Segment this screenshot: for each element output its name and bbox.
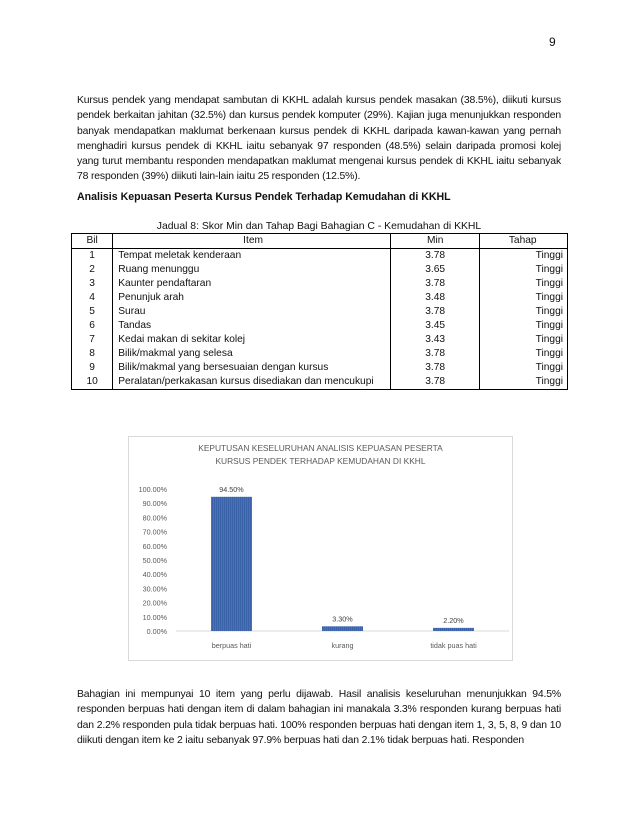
satisfaction-bar-chart [128, 436, 513, 661]
y-tick-label: 100.00% [138, 485, 167, 494]
row-tahap: Tinggi [480, 361, 568, 375]
row-min: 3.78 [390, 347, 480, 361]
row-tahap: Tinggi [480, 333, 568, 347]
row-tahap: Tinggi [480, 347, 568, 361]
y-tick-label: 90.00% [142, 499, 167, 509]
chart-bar [322, 626, 363, 631]
y-tick-label: 50.00% [142, 556, 167, 565]
row-item: Tandas [113, 319, 391, 333]
page-number: 9 [549, 35, 556, 49]
table-header-row [72, 234, 568, 249]
y-tick-label: 80.00% [142, 513, 167, 523]
y-tick-label: 0.00% [146, 627, 167, 636]
row-tahap: Tinggi [480, 249, 568, 264]
row-item: Ruang menunggu [113, 263, 391, 277]
y-tick-label: 70.00% [142, 527, 167, 537]
x-category-label: berpuas hati [211, 641, 252, 650]
row-bil: 10 [72, 375, 113, 390]
row-item: Bilik/makmal yang selesa [113, 347, 391, 361]
header-min: Min [390, 234, 480, 249]
x-category-label: kurang [331, 641, 354, 650]
table-row [72, 333, 568, 347]
table-row [72, 263, 568, 277]
row-item: Penunjuk arah [113, 291, 391, 305]
row-bil: 2 [72, 263, 113, 277]
row-item: Tempat meletak kenderaan [113, 249, 391, 264]
row-bil: 5 [72, 305, 113, 319]
row-item: Surau [113, 305, 391, 319]
row-tahap: Tinggi [480, 263, 568, 277]
chart-title-line1: KEPUTUSAN KESELURUHAN ANALISIS KEPUASAN PESERTA [198, 443, 443, 453]
row-bil: 7 [72, 333, 113, 347]
chart-plot [129, 437, 512, 660]
bar-data-label: 3.30% [332, 614, 353, 624]
bar-data-label: 2.20% [443, 615, 464, 625]
header-tahap: Tahap [480, 234, 568, 249]
row-bil: 9 [72, 361, 113, 375]
row-bil: 1 [72, 249, 113, 264]
y-tick-label: 60.00% [142, 541, 167, 551]
row-min: 3.78 [390, 361, 480, 375]
section-heading: Analisis Kepuasan Peserta Kursus Pendek Terhadap Kemudahan di KKHL [77, 191, 451, 203]
row-tahap: Tinggi [480, 305, 568, 319]
row-item: Peralatan/perkakasan kursus disediakan dan mencukupi [113, 375, 391, 390]
row-min: 3.78 [390, 277, 480, 291]
row-min: 3.65 [390, 263, 480, 277]
row-min: 3.45 [390, 319, 480, 333]
y-tick-label: 20.00% [142, 598, 167, 608]
row-item: Kedai makan di sekitar kolej [113, 333, 391, 347]
table-row [72, 249, 568, 264]
table-row [72, 305, 568, 319]
row-tahap: Tinggi [480, 319, 568, 333]
row-tahap: Tinggi [480, 375, 568, 390]
table-row [72, 319, 568, 333]
row-min: 3.78 [390, 305, 480, 319]
row-item: Bilik/makmal yang bersesuaian dengan kursus [113, 361, 391, 375]
chart-bar [211, 497, 252, 631]
row-tahap: Tinggi [480, 277, 568, 291]
header-bil: Bil [72, 234, 113, 249]
row-bil: 3 [72, 277, 113, 291]
row-tahap: Tinggi [480, 291, 568, 305]
x-category-label: tidak puas hati [430, 641, 477, 650]
row-item: Kaunter pendaftaran [113, 277, 391, 291]
row-min: 3.43 [390, 333, 480, 347]
row-bil: 6 [72, 319, 113, 333]
row-bil: 4 [72, 291, 113, 305]
table-caption: Jadual 8: Skor Min dan Tahap Bagi Bahagian C - Kemudahan di KKHL [156, 221, 482, 232]
summary-paragraph: Bahagian ini mempunyai 10 item yang perlu dijawab. Hasil analisis keseluruhan menunjukkan 94.5% responden berpuas hati dengan item di dalam bahagian ini manakala 3.3% responden kurang berpuas hati dan 2.2% responden pula tidak berpuas hati. 100% responden berpuas hati dengan item 1, 3, 5, 8, 9 dan 10 diikuti dengan item ke 2 iaitu sebanyak 97.9% berpuas hati dan 2.1% tidak berpuas hati. Responden [77, 689, 561, 746]
table-row [72, 361, 568, 375]
table-row [72, 375, 568, 390]
row-min: 3.48 [390, 291, 480, 305]
row-bil: 8 [72, 347, 113, 361]
chart-bar [433, 628, 474, 631]
table-row [72, 277, 568, 291]
table-row [72, 291, 568, 305]
header-item: Item [113, 234, 391, 249]
row-min: 3.78 [390, 375, 480, 390]
row-min: 3.78 [390, 249, 480, 264]
y-tick-label: 30.00% [142, 584, 167, 594]
y-tick-label: 10.00% [142, 612, 167, 622]
intro-paragraph: Kursus pendek yang mendapat sambutan di KKHL adalah kursus pendek masakan (38.5%), diikuti kursus pendek berkaitan jahitan (32.5%) dan kursus pendek komputer (29%). Kajian juga menunjukkan responden banyak mendapatkan maklumat berkenaan kursus pendek di KKHL daripada kawan-kawan yang pernah menghadiri kursus pendek di KKHL iaitu sebanyak 97 responden (48.5%) selain daripada promosi kolej yang turut membantu responden mendapatkan maklumat mengenai kursus pendek di KKHL iaitu sebanyak 78 responden (39%) diikuti lain-lain iaitu 25 responden (12.5%). [77, 95, 561, 183]
y-tick-label: 40.00% [142, 570, 167, 580]
chart-title-line2: KURSUS PENDEK TERHADAP KEMUDAHAN DI KKHL [215, 456, 426, 466]
mean-score-table [71, 233, 568, 390]
table-row [72, 347, 568, 361]
bar-data-label: 94.50% [219, 484, 244, 494]
